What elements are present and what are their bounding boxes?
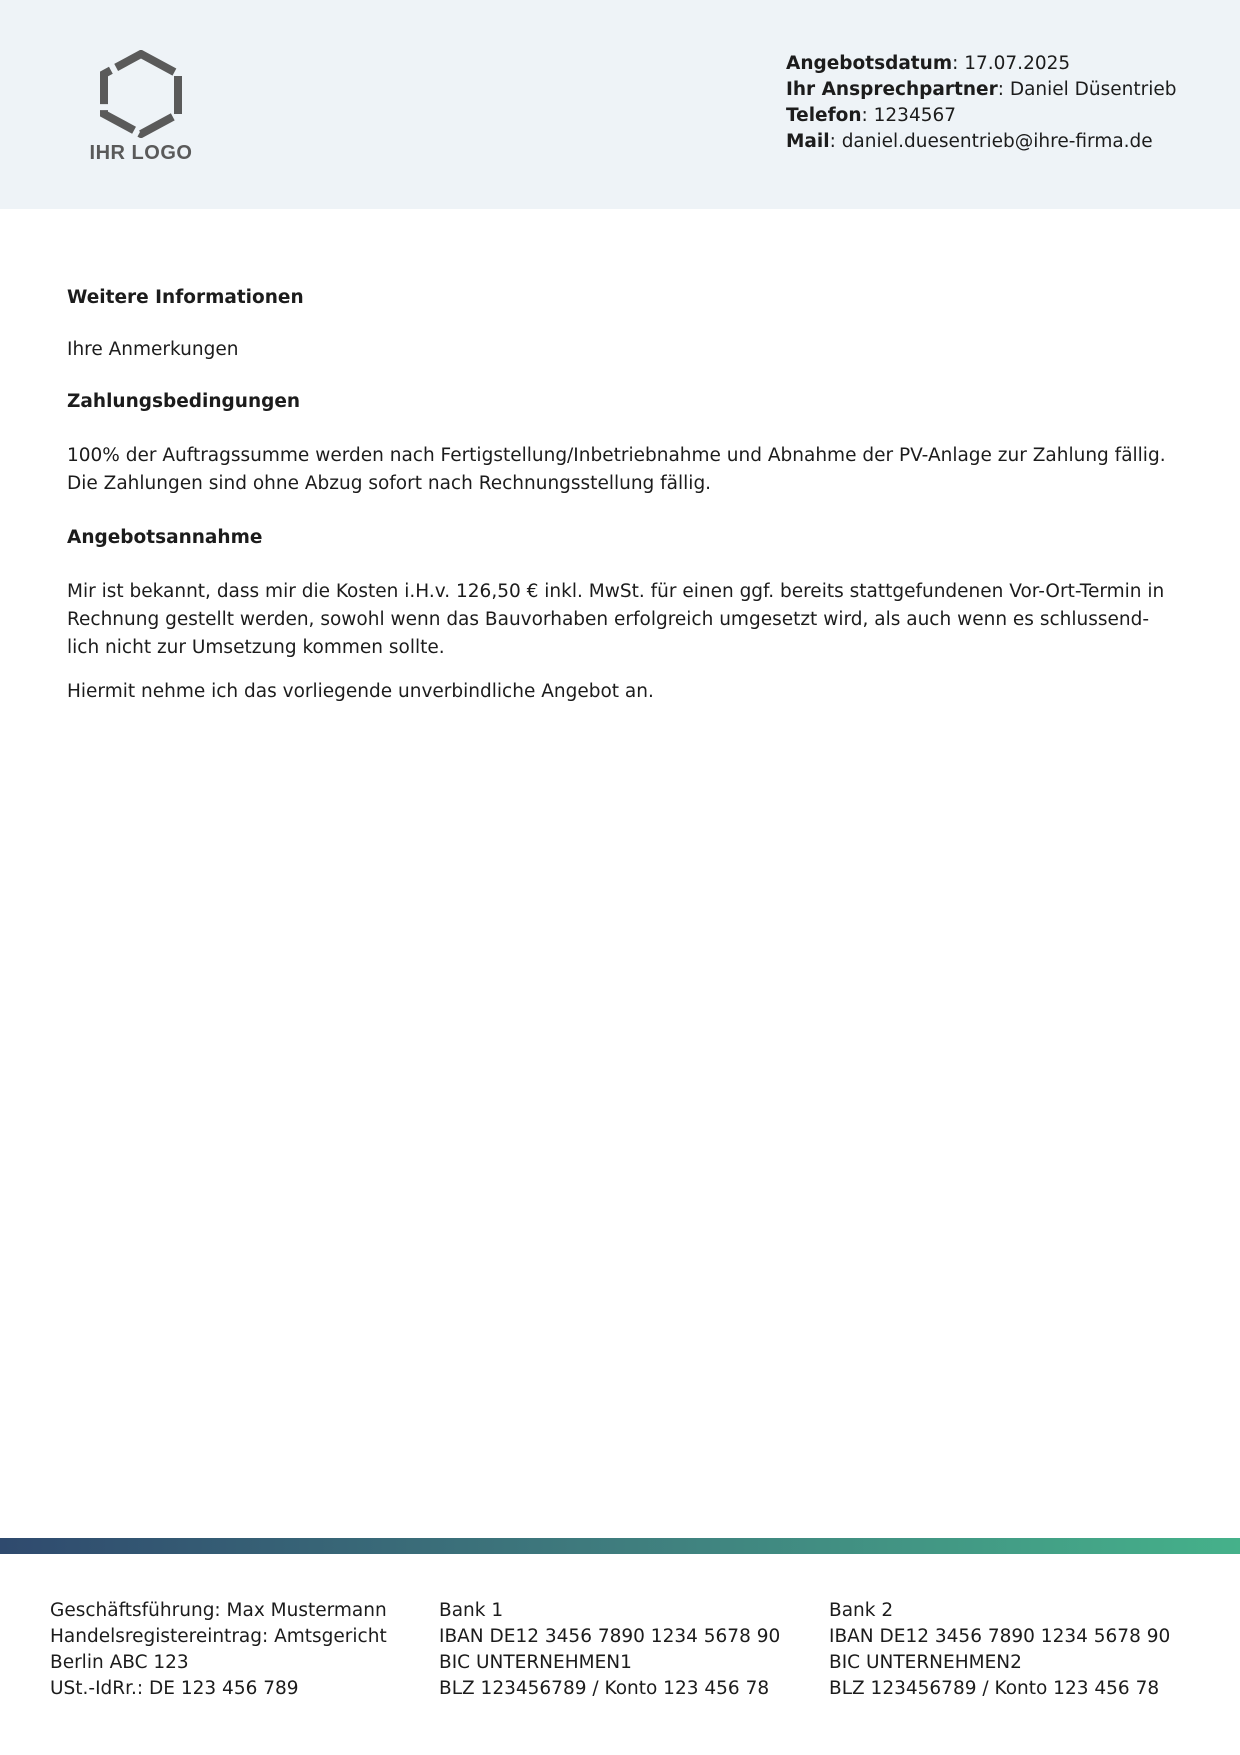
payment-terms [67, 442, 1177, 498]
phone-row [786, 103, 1177, 129]
mail-separator: : [829, 131, 836, 152]
acceptance-text [67, 578, 1177, 662]
offer-date-row [786, 51, 1177, 77]
footer-gradient-bar [0, 1538, 1240, 1554]
mail-row [786, 129, 1177, 155]
footer-line: BIC UNTERNEHMEN2 [829, 1652, 1022, 1673]
payment-heading: Zahlungsbedingungen [67, 391, 301, 412]
contact-person-separator: : [997, 79, 1004, 100]
mail-value[interactable]: daniel.duesentrieb@ihre-firma.de [835, 131, 1153, 152]
document-header [0, 0, 1240, 209]
footer-line: USt.-IdRr.: DE 123 456 789 [50, 1678, 299, 1699]
footer-line: Berlin ABC 123 [50, 1652, 189, 1673]
offer-date-label: Angebotsdatum [786, 53, 953, 74]
contact-block [786, 51, 1177, 155]
footer-bank-2 [829, 1598, 1170, 1702]
footer-line: BIC UNTERNEHMEN1 [439, 1652, 632, 1673]
acceptance-line: Mir ist bekannt, dass mir die Kosten i.H.v. 126,50 € inkl. MwSt. für einen ggf. bereits stattgefundenen Vor-Ort-Termin in [67, 581, 1165, 602]
footer-line: Handelsregistereintrag: Amtsgericht [50, 1626, 387, 1647]
company-logo [86, 50, 196, 170]
offer-date-separator: : [952, 53, 959, 74]
info-heading: Weitere Informationen [67, 287, 304, 308]
payment-line: Die Zahlungen sind ohne Abzug sofort nach Rechnungsstellung fällig. [67, 473, 712, 494]
footer-line: IBAN DE12 3456 7890 1234 5678 90 [439, 1626, 781, 1647]
info-text: Ihre Anmerkungen [67, 339, 239, 360]
footer-line: Bank 1 [439, 1600, 504, 1621]
document-body [67, 284, 1177, 706]
footer-line: BLZ 123456789 / Konto 123 456 78 [829, 1678, 1160, 1699]
footer-company-info [50, 1598, 387, 1702]
footer-line: IBAN DE12 3456 7890 1234 5678 90 [829, 1626, 1171, 1647]
footer-bank-1 [439, 1598, 780, 1702]
contact-person-value: Daniel Düsentrieb [1003, 79, 1177, 100]
logo-text: IHR LOGO [89, 142, 193, 164]
offer-date-value: 17.07.2025 [958, 53, 1071, 74]
contact-person-row [786, 77, 1177, 103]
footer-line: Geschäftsführung: Max Mustermann [50, 1600, 387, 1621]
acceptance-line: Rechnung gestellt werden, sowohl wenn das Bauvorhaben erfolgreich umgesetzt wird, als auch wenn es schlussend- [67, 609, 1150, 630]
acceptance-confirm: Hiermit nehme ich das vorliegende unverbindliche Angebot an. [67, 681, 654, 702]
hexagon-logo-icon [96, 50, 186, 138]
phone-value: 1234567 [867, 105, 957, 126]
footer-line: Bank 2 [829, 1600, 894, 1621]
footer-line: BLZ 123456789 / Konto 123 456 78 [439, 1678, 770, 1699]
phone-label: Telefon [786, 105, 862, 126]
acceptance-line: lich nicht zur Umsetzung kommen sollte. [67, 637, 445, 658]
phone-separator: : [861, 105, 868, 126]
acceptance-heading: Angebotsannahme [67, 527, 263, 548]
mail-label: Mail [786, 131, 830, 152]
contact-person-label: Ihr Ansprechpartner [786, 79, 998, 100]
payment-line: 100% der Auftragssumme werden nach Fertigstellung/Inbetriebnahme und Abnahme der PV-Anlage zur Zahlung fällig. [67, 445, 1166, 466]
